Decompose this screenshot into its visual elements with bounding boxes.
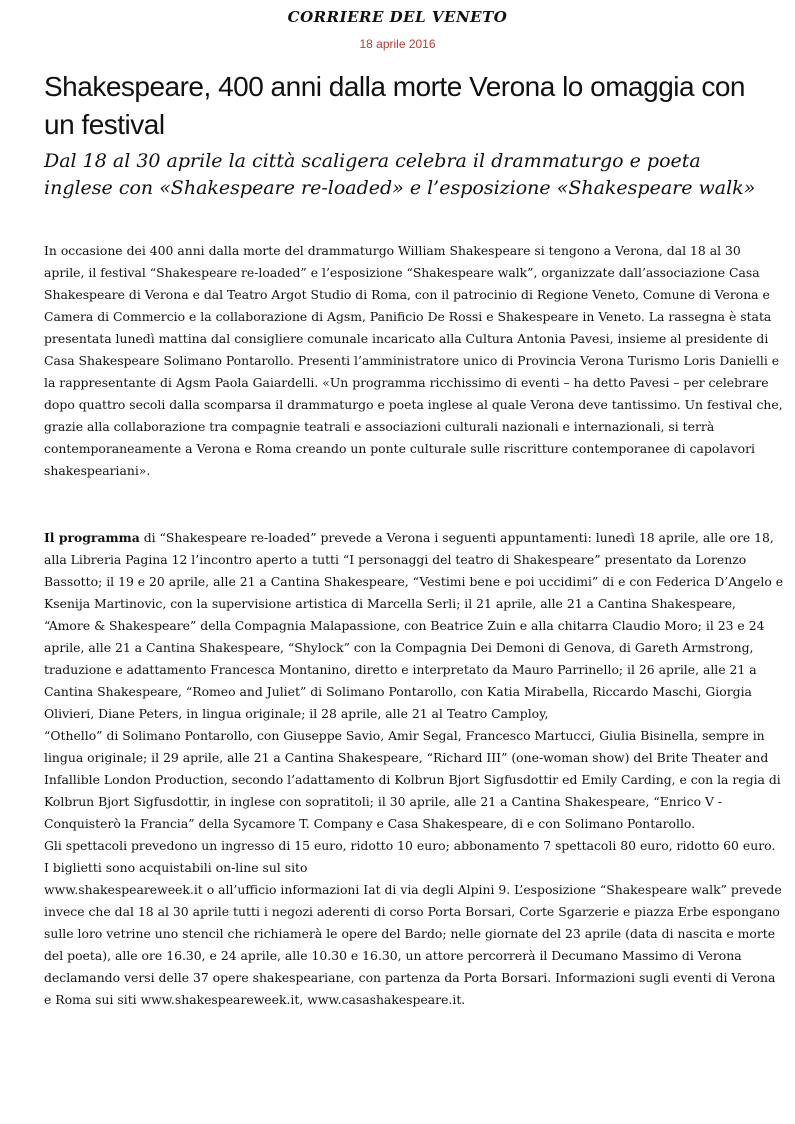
article-headline: Shakespeare, 400 anni dalla morte Verona lo omaggia con un festival bbox=[44, 71, 745, 140]
article-paragraph-program bbox=[44, 527, 784, 725]
newspaper-masthead: CORRIERE DEL VENETO bbox=[287, 8, 508, 26]
article-paragraph-intro: In occasione dei 400 anni dalla morte del drammaturgo William Shakespeare si tengono a Verona, dal 18 al 30 aprile, il festival “Shakespeare re-loaded” e l’esposizione “Shakespeare walk”, organizzate dall’associazione Casa Shakespeare di Verona e dal Teatro Argot Studio di Roma, con il patrocinio di Regione Veneto, Comune di Verona e Camera di Commercio e la collaborazione di Agsm, Panificio De Rossi e Shakespeare in Veneto. La rassegna è stata presentata lunedì mattina dal consigliere comunale incaricato alla Cultura Antonia Pavesi, insieme al presidente di Casa Shakespeare Solimano Pontarollo. Presenti l’amministratore unico di Provincia Verona Turismo Loris Danielli e la rappresentante di Agsm Paola Gaiardelli. «Un programma ricchissimo di eventi – ha detto Pavesi – per celebrare dopo quattro secoli dalla scomparsa il drammaturgo e poeta inglese al quale Verona deve tantissimo. Un festival che, grazie alla collaborazione tra compagnie teatrali e associazioni culturali nazionali e internazionali, si terrà contemporaneamente a Verona e Roma creando un ponte culturale sulle riscritture contemporanee di capolavori shakespeariani». bbox=[44, 243, 783, 478]
article-paragraph-othello: “Othello” di Solimano Pontarollo, con Giuseppe Savio, Amir Segal, Francesco Martucci, Giulia Bisinella, sempre in lingua originale; il 29 aprile, alle 21 a Cantina Shakespeare, “Richard III” (one-woman show) del Brite Theater and Infallible London Production, secondo l’adattamento di Kolbrun Bjort Sigfusdottir ed Emily Carding, e con la regia di Kolbrun Bjort Sigfusdottir, in inglese con sopratitoli; il 30 aprile, alle 21 a Cantina Shakespeare, “Enrico V - Conquisterò la Francia” della Sycamore T. Company e Casa Shakespeare, di e con Solimano Pontarollo. bbox=[44, 728, 781, 831]
article-program-block bbox=[44, 527, 784, 1011]
article-paragraph-exhibition: www.shakespeareweek.it o all’ufficio informazioni Iat di via degli Alpini 9. L’esposizione “Shakespeare walk” prevede invece che dal 18 al 30 aprile tutti i negozi aderenti di corso Porta Borsari, Corte Sgarzerie e piazza Erbe espongano sulle loro vetrine uno stencil che richiamerà le opere del Bardo; nelle giornate del 23 aprile (data di nascita e morte del poeta), alle ore 16.30, e 24 aprile, alle 10.30 e 16.30, un attore percorrerà il Decumano Massimo di Verona declamando versi delle 37 opere shakespeariane, con partenza da Porta Borsari. Informazioni sugli eventi di Verona e Roma sui siti www.shakespeareweek.it, www.casashakespeare.it. bbox=[44, 882, 782, 1007]
article-subheadline: Dal 18 al 30 aprile la città scaligera celebra il drammaturgo e poeta inglese con «Shakespeare re-loaded» e l’esposizione «Shakespeare walk» bbox=[44, 150, 756, 199]
article-date: 18 aprile 2016 bbox=[359, 37, 436, 51]
article-paragraph-tickets: Gli spettacoli prevedono un ingresso di 15 euro, ridotto 10 euro; abbonamento 7 spettacoli 80 euro, ridotto 60 euro. I biglietti sono acquistabili on-line sul sito bbox=[44, 838, 776, 875]
program-lead: Il programma bbox=[44, 530, 140, 545]
program-text: di “Shakespeare re-loaded” prevede a Verona i seguenti appuntamenti: lunedì 18 aprile, alle ore 18, alla Libreria Pagina 12 l’incontro aperto a tutti “I personaggi del teatro di Shakespeare” presentato da Lorenzo Bassotto; il 19 e 20 aprile, alle 21 a Cantina Shakespeare, “Vestimi bene e poi uccidimi” di e con Federica D’Angelo e Ksenija Martinovic, con la supervisione artistica di Marcella Serli; il 21 aprile, alle 21 a Cantina Shakespeare, “Amore & Shakespeare” della Compagnia Malapassione, con Beatrice Zuin e alla chitarra Claudio Moro; il 23 e 24 aprile, alle 21 a Cantina Shakespeare, “Shylock” con la Compagnia Dei Demoni di Genova, di Gareth Armstrong, traduzione e adattamento Francesca Montanino, diretto e interpretato da Mauro Parrinello; il 26 aprile, alle 21 a Cantina Shakespeare, “Romeo and Juliet” di Solimano Pontarollo, con Katia Mirabella, Riccardo Maschi, Giorgia Olivieri, Diane Peters, in lingua originale; il 28 aprile, alle 21 al Teatro Camploy, bbox=[44, 530, 784, 721]
